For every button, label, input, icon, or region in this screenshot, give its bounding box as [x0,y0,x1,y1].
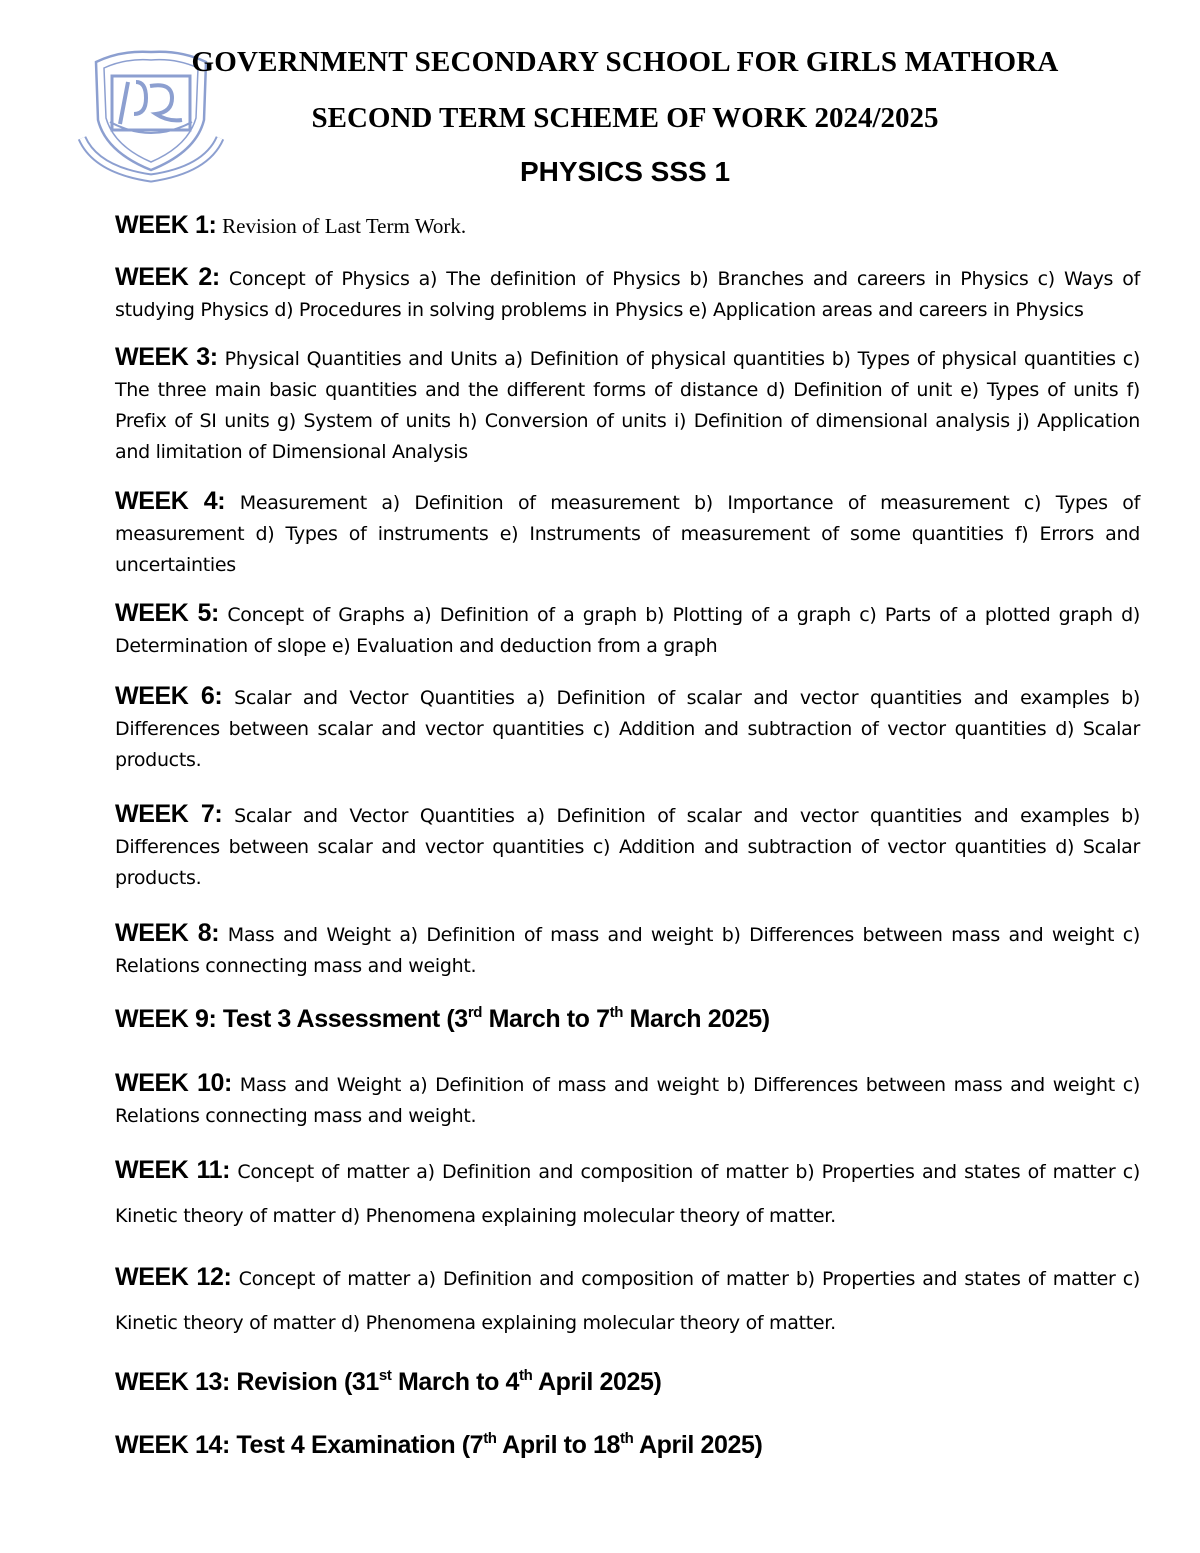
week-9-line [115,1003,1175,1035]
week-description: Mass and Weight a) Definition of mass and weight b) Differences between mass and weight c) Relations connecting mass and weight. [115,1074,1140,1127]
week-label: WEEK 10: [115,1069,232,1097]
week-description: Scalar and Vector Quantities a) Definition of scalar and vector quantities and examples b) Differences between scalar and vector quantities c) Addition and subtraction of vector quantities d) Scalar products. [115,687,1140,771]
week-label: WEEK 12: [115,1263,232,1291]
week-label: WEEK 8: [115,919,220,947]
week-label: WEEK 6: [115,682,223,710]
week-4-entry [115,486,1140,581]
week-10-entry [115,1068,1140,1132]
week-description: Measurement a) Definition of measurement b) Importance of measurement c) Types of measurement d) Types of instruments e) Instruments of measurement of some quantities f) Errors and uncertainties [115,492,1141,576]
week-14-text-c: April 2025) [633,1431,763,1459]
week-14-text-a: WEEK 14: Test 4 Examination (7 [115,1431,484,1459]
week-12-entry [115,1255,1140,1345]
week-label: WEEK 1: [115,211,217,239]
week-13-line [115,1366,1175,1398]
week-1-entry [115,210,1140,243]
week-description: Mass and Weight a) Definition of mass and weight b) Differences between mass and weight c) Relations connecting mass and weight. [115,924,1140,977]
week-description: Revision of Last Term Work. [222,214,467,238]
week-5-entry [115,598,1140,662]
week-9-text-c: March 2025) [622,1005,770,1033]
week-13-sup-2: th [519,1367,533,1384]
week-9-text-b: March to 7 [482,1005,610,1033]
week-13-text-c: April 2025) [532,1368,662,1396]
week-9-sup-2: th [609,1004,623,1021]
week-14-text-b: April to 18 [496,1431,621,1459]
week-6-entry [115,681,1140,776]
week-14-sup-2: th [620,1430,634,1447]
week-13-sup-1: st [378,1367,392,1384]
week-3-entry [115,342,1140,468]
school-name: GOVERNMENT SECONDARY SCHOOL FOR GIRLS MATHORA [191,46,1059,78]
week-label: WEEK 3: [115,343,218,371]
week-2-entry [115,262,1140,326]
week-label: WEEK 7: [115,800,223,828]
week-11-entry [115,1148,1140,1238]
week-label: WEEK 4: [115,487,226,515]
week-label: WEEK 5: [115,599,219,627]
week-13-text-a: WEEK 13: Revision (31 [115,1368,379,1396]
scheme-title: SECOND TERM SCHEME OF WORK 2024/2025 [311,102,939,134]
week-description: Physical Quantities and Units a) Definition of physical quantities b) Types of physical quantities c) The three main basic quantities and the different forms of distance d) Definition of unit e) Types of units f) Prefix of SI units g) System of units h) Conversion of units i) Definition of dimensional analysis j) Application and limitation of Dimensional Analysis [115,348,1141,463]
subject-title: PHYSICS SSS 1 [519,156,731,187]
week-description: Concept of Graphs a) Definition of a graph b) Plotting of a graph c) Parts of a plotted graph d) Determination of slope e) Evaluation and deduction from a graph [115,604,1140,657]
week-9-text-a: WEEK 9: Test 3 Assessment (3 [115,1005,468,1033]
week-description: Scalar and Vector Quantities a) Definition of scalar and vector quantities and examples b) Differences between scalar and vector quantities c) Addition and subtraction of vector quantities d) Scalar products. [115,805,1140,889]
week-label: WEEK 11: [115,1156,231,1184]
week-description: Concept of Physics a) The definition of Physics b) Branches and careers in Physics c) Ways of studying Physics d) Procedures in solving problems in Physics e) Application areas and careers in Physics [115,268,1141,321]
week-description: Concept of matter a) Definition and composition of matter b) Properties and states of matter c) Kinetic theory of matter d) Phenomena explaining molecular theory of matter. [115,1268,1140,1334]
week-13-text-b: March to 4 [391,1368,520,1396]
week-14-sup-1: th [483,1430,497,1447]
week-14-line [115,1429,1175,1461]
week-description: Concept of matter a) Definition and composition of matter b) Properties and states of matter c) Kinetic theory of matter d) Phenomena explaining molecular theory of matter. [115,1161,1140,1227]
week-label: WEEK 2: [115,263,220,291]
week-7-entry [115,799,1140,894]
week-9-sup-1: rd [467,1004,483,1021]
week-8-entry [115,918,1140,982]
